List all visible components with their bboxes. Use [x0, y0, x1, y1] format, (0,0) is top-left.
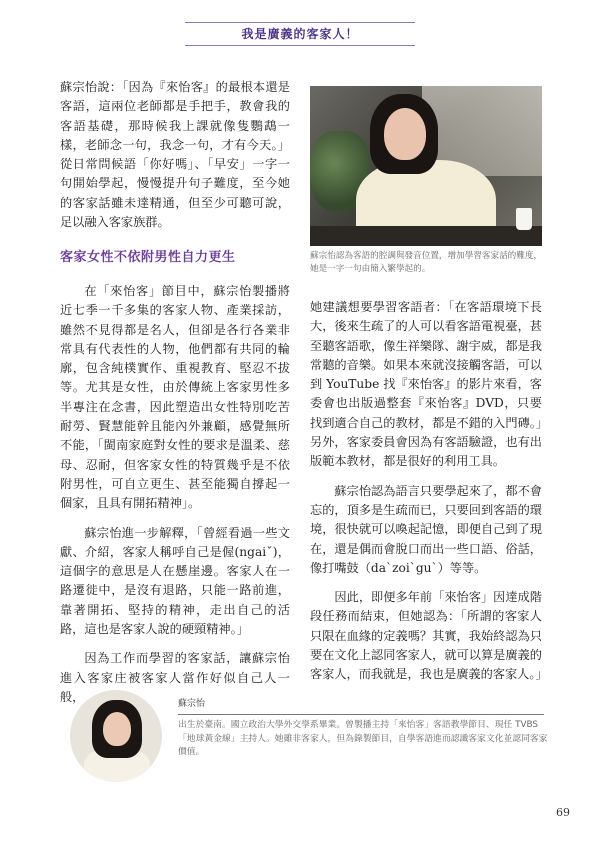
left-column-bottom	[60, 282, 290, 717]
page-number: 69	[556, 806, 570, 819]
right-column	[310, 298, 548, 695]
section-heading: 客家女性不依附男性自力更生	[60, 250, 236, 265]
paragraph: 因為工作而學習的客家話，讓蘇宗怡進入客家庄被客家人當作好似自己人一般，	[60, 651, 290, 704]
main-photo	[310, 86, 542, 246]
running-header	[185, 22, 415, 46]
bio-name: 蘇宗怡	[178, 699, 206, 709]
photo-caption: 蘇宗怡認為客語的腔調與發音位置，增加學習客家話的難度，她是一字一句由簡入繁學起的。	[310, 251, 543, 274]
left-column-top	[60, 78, 290, 242]
bio-text: 出生於臺南。國立政治大學外交學系畢業。曾製播主持「來怡客」客語教學節目、現任 TVBS「地球黃金線」主持人。她雖非客家人，但為錄製節目，自學客語進而認識客家文化並認同客家價值。	[178, 720, 548, 757]
paragraph: 她建議想要學習客語者：「在客語環境下長大，後來生疏了的人可以看客語電視臺，甚至聽客語歌，像生祥樂隊、謝宇威，都是我常聽的音樂。如果本來就沒接觸客語，可以到 YouTube 找『來怡客』的影片來看，客委會也出版過整套『來怡客』DVD，只要找到適合自己的教材，都是不錯的入門磚。」另外，客家委員會因為有客語驗證，也有出版範本教材，都是很好的利用工具。	[310, 300, 542, 469]
bio-divider	[178, 714, 544, 715]
paragraph: 因此，即便多年前「來怡客」因達成階段任務而結束，但她認為：「所謂的客家人只限在血緣的定義嗎？其實，我始終認為只要在文化上認同客家人，就可以算是廣義的客家人，而我就是，我也是廣義的客家人。」	[310, 590, 548, 682]
paragraph: 蘇宗怡說：「因為『來怡客』的最根本還是客語，這兩位老師都是手把手，教會我的客語基礎，那時候我上課就像隻鸚鵡一樣，老師念一句，我念一句，才有今天。」從日常問候語「你好嗎」、「早安」一字一句開始學起，慢慢提升句子難度，至今她的客家話雖未達精通，但至少可聽可說，足以融入客家族群。	[60, 80, 290, 230]
paragraph: 蘇宗怡進一步解釋，「曾經看過一些文獻、介紹，客家人稱呼自己是偓(ngaiˇ)，這個字的意思是人在懸崖邊。客家人在一路遷徙中，是沒有退路，只能一路前進，靠著開拓、堅持的精神，走出自己的活路，這也是客家人說的硬頸精神。」	[60, 525, 290, 637]
paragraph: 在「來怡客」節目中，蘇宗怡製播將近七季一千多集的客家人物、產業採訪，雖然不見得都是名人，但卻是各行各業非常具有代表性的人物，他們都有共同的輪廓，包含純樸實作、重視教育、堅忍不拔等。尤其是女性，由於傳統上客家男性多半專注在念書，因此塑造出女性特別吃苦耐勞、賢慧能幹且能內外兼顧，感覺無所不能，「閩南家庭對女性的要求是溫柔、慈母、忍耐，但客家女性的特質幾乎是不依附男性，可自立更生、甚至能獨自撐起一個家，且具有開拓精神」。	[60, 284, 290, 511]
paragraph: 蘇宗怡認為語言只要學起來了，都不會忘的，頂多是生疏而已，只要回到客語的環境，很快就可以喚起記憶，即便自己到了現在，還是偶而會脫口而出一些口語、俗話，像打嘴鼓（da`zoiˋguˋ）等等。	[310, 483, 542, 575]
bio-portrait	[70, 690, 162, 782]
running-header-title: 我是廣義的客家人！	[241, 27, 359, 41]
